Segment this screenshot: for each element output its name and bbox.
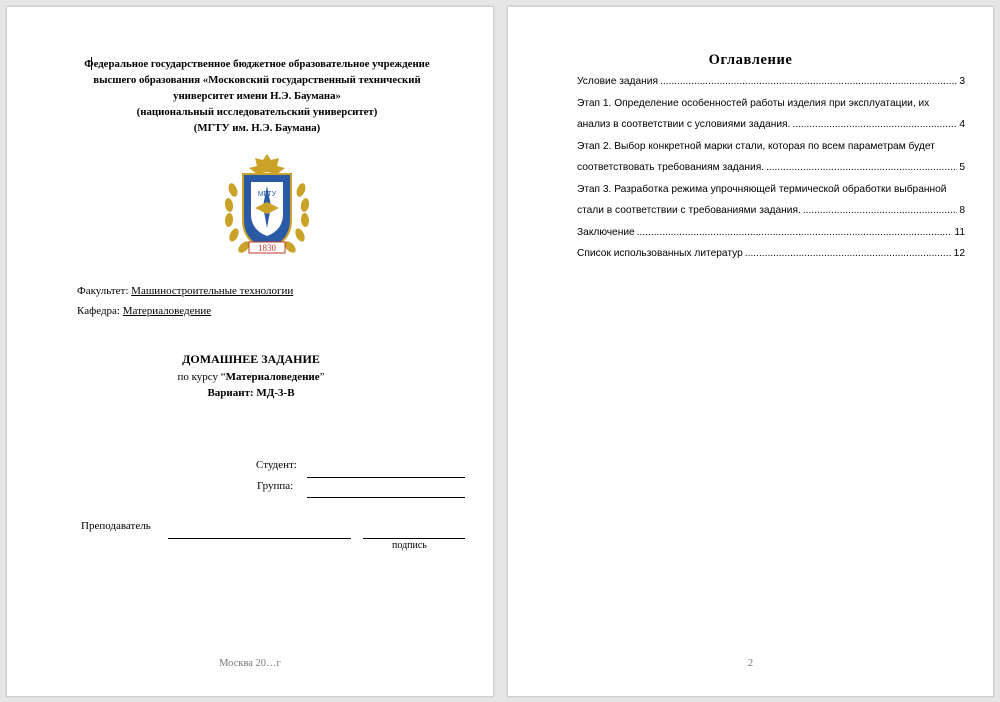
toc-entry[interactable] — [577, 136, 965, 179]
toc-entry-text: Условие задания — [577, 76, 658, 87]
group-label: Группа: — [257, 480, 294, 492]
toc-entry[interactable] — [577, 93, 965, 136]
toc-entry-text: стали в соответствии с требованиями задания. — [577, 205, 801, 216]
header-line: Федеральное государственное бюджетное образовательное учреждение — [84, 58, 430, 70]
toc-page — [507, 6, 994, 697]
toc-entry-text: Список использованных литератур — [577, 248, 743, 259]
work-title: ДОМАШНЕЕ ЗАДАНИЕ — [182, 352, 320, 366]
faculty-line — [77, 284, 293, 298]
teacher-name-line — [168, 538, 351, 539]
toc-leader — [803, 200, 958, 222]
university-header — [67, 56, 447, 136]
toc-leader — [660, 71, 957, 93]
title-page — [6, 6, 494, 697]
emblem-letters: МГТУ — [257, 191, 277, 198]
toc-page-number: 4 — [959, 119, 965, 130]
toc-page-number: 5 — [959, 162, 965, 173]
toc-entry-text: Заключение — [577, 226, 635, 238]
toc-leader — [637, 222, 953, 244]
faculty-label: Факультет: — [77, 285, 129, 297]
signature-line — [363, 538, 465, 539]
toc-entry[interactable] — [577, 243, 965, 265]
header-line: университет имени Н.Э. Баумана» — [173, 90, 341, 102]
toc-entry-text: Этап 2. Выбор конкретной марки стали, которая по всем параметрам будет — [577, 140, 935, 152]
student-label: Студент: — [256, 459, 297, 471]
student-line — [307, 477, 465, 478]
teacher-label: Преподаватель — [81, 520, 151, 532]
toc-leader — [792, 114, 957, 136]
toc-list — [577, 71, 965, 265]
department-label: Кафедра: — [77, 305, 120, 317]
toc-entry[interactable] — [577, 179, 965, 222]
header-line: (МГТУ им. Н.Э. Баумана) — [193, 122, 321, 134]
emblem-year: 1830 — [258, 243, 276, 253]
signature-caption: подпись — [392, 540, 427, 551]
toc-entry-text: Этап 3. Разработка режима упрочняющей термической обработки выбранной — [577, 183, 947, 195]
city-year-footer: Москва 20…г — [219, 658, 281, 669]
course-prefix: по курсу “ — [177, 371, 226, 383]
toc-page-number: 12 — [953, 248, 965, 259]
toc-entry-text: Этап 1. Определение особенностей работы изделия при эксплуатации, их — [577, 97, 930, 109]
toc-leader — [766, 157, 957, 179]
toc-page-number: 11 — [954, 226, 965, 238]
toc-entry[interactable] — [577, 71, 965, 93]
department-line — [77, 304, 211, 318]
header-line: (национальный исследовательский университет) — [136, 106, 378, 118]
toc-entry[interactable] — [577, 222, 965, 244]
bmstu-emblem-icon — [221, 150, 313, 262]
course-line — [7, 371, 495, 383]
header-line: высшего образования «Московский государственный технический — [93, 74, 421, 86]
department-value: Материаловедение — [122, 305, 212, 317]
variant-line: Вариант: МД-3-В — [207, 387, 295, 399]
group-line — [307, 497, 465, 498]
faculty-value: Машиностроительные технологии — [131, 285, 294, 297]
course-name: Материаловедение — [225, 371, 320, 383]
toc-page-number: 8 — [959, 205, 965, 216]
toc-entry-text: соответствовать требованиям задания. — [577, 162, 765, 173]
toc-title: Оглавление — [708, 52, 793, 68]
toc-entry-text: анализ в соответствии с условиями задания. — [577, 119, 791, 130]
page-number-footer: 2 — [747, 658, 754, 669]
toc-page-number: 3 — [959, 76, 965, 87]
course-suffix: ” — [319, 371, 325, 383]
toc-leader — [745, 243, 952, 265]
